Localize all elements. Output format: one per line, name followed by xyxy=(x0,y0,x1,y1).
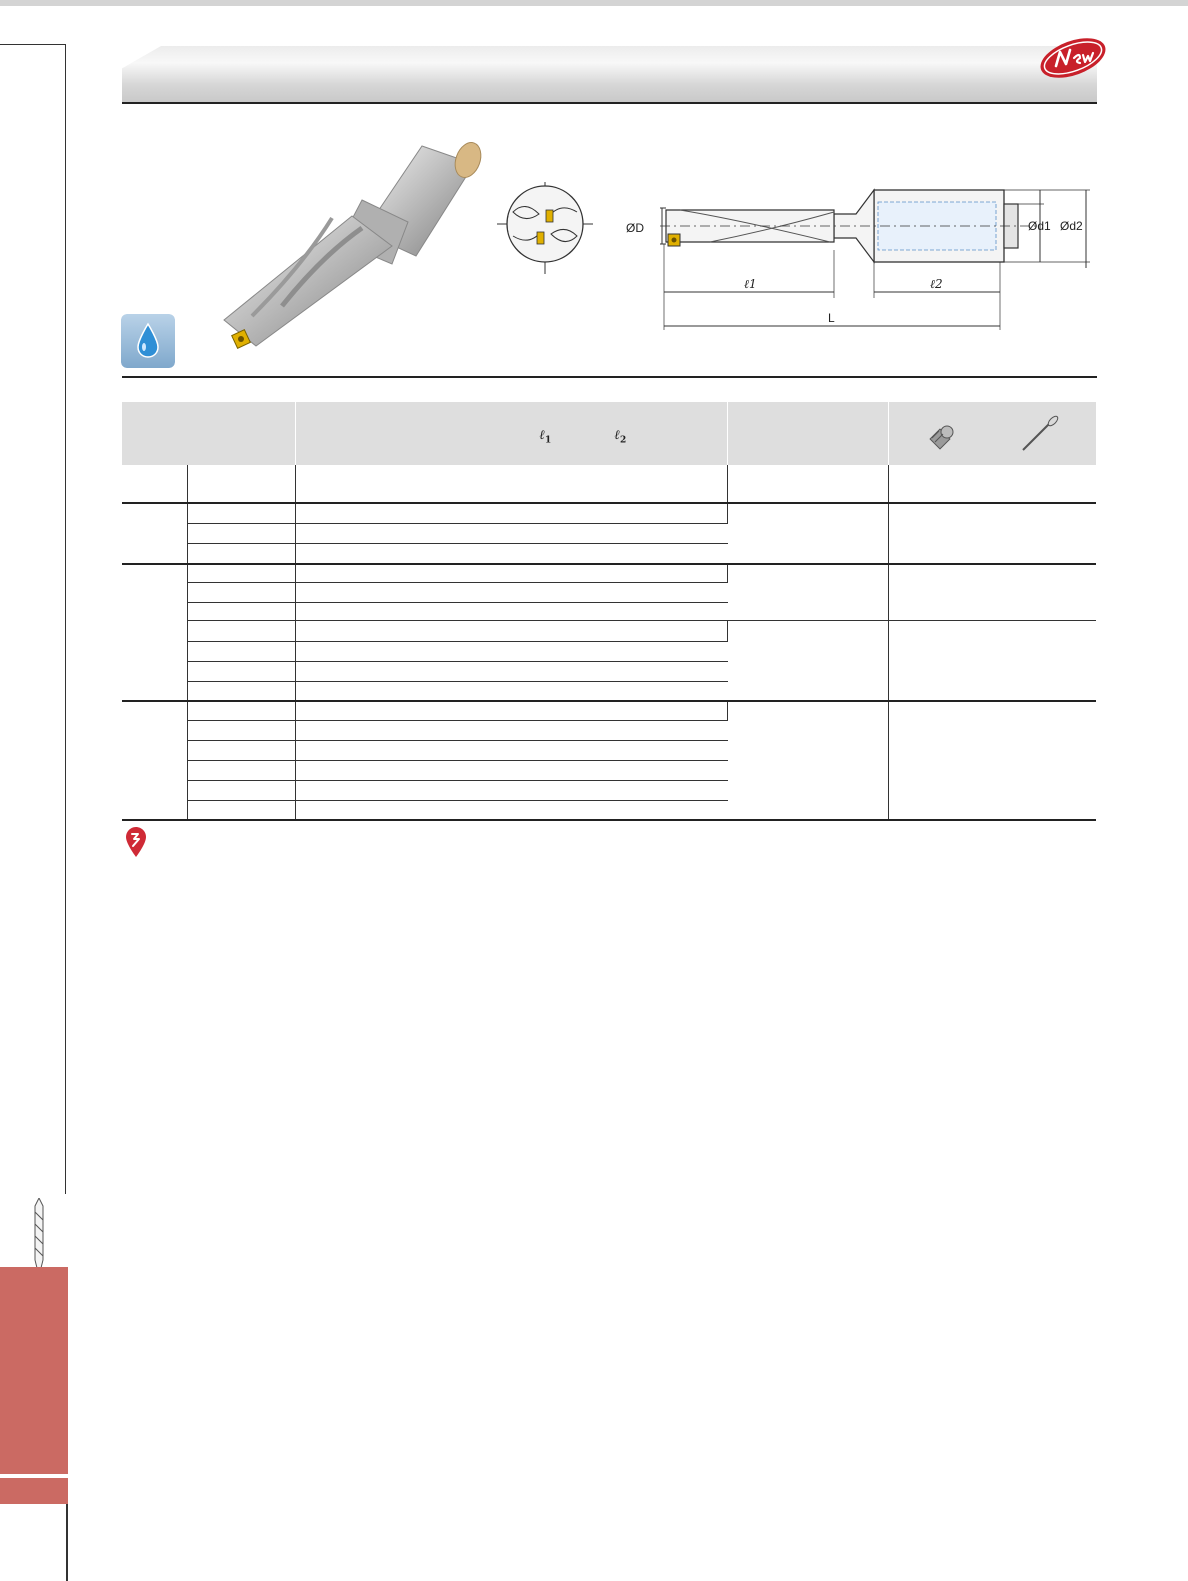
side-tab-strip xyxy=(0,1478,68,1504)
side-divider xyxy=(66,1504,68,1581)
header-l1: ℓ$_1$ xyxy=(539,427,552,446)
col-header-insert xyxy=(728,402,889,465)
drill-dimension-drawing xyxy=(620,180,1100,340)
title-band xyxy=(122,46,1097,102)
new-badge-icon xyxy=(1036,36,1110,80)
spec-table xyxy=(122,402,1096,821)
label-len-l2: ℓ2 xyxy=(930,277,943,291)
side-tab-frame xyxy=(0,44,66,1194)
coolant-drop-icon xyxy=(121,314,175,368)
top-bar xyxy=(0,0,1188,6)
table-row xyxy=(122,503,1096,523)
screw-icon xyxy=(930,426,953,449)
label-dia-D: ØD xyxy=(626,221,644,235)
drill-icon xyxy=(32,1198,46,1268)
header-l2: ℓ$_2$ xyxy=(614,427,627,446)
screwdriver-icon xyxy=(1023,415,1059,450)
table-header-row xyxy=(122,402,1096,465)
table-row xyxy=(122,701,1096,720)
title-rule xyxy=(122,102,1097,104)
col-header-model xyxy=(122,402,296,465)
col-header-dimensions xyxy=(296,402,728,465)
table-row xyxy=(122,465,1096,503)
table-row xyxy=(122,564,1096,582)
label-len-l1: ℓ1 xyxy=(744,277,757,291)
side-tab-active[interactable] xyxy=(0,1267,68,1474)
section-rule xyxy=(122,376,1097,378)
label-dia-d2: Ød2 xyxy=(1060,219,1083,233)
table-row xyxy=(122,620,1096,641)
note-pin-icon xyxy=(124,826,148,858)
label-len-L: L xyxy=(828,311,835,325)
drill-end-view xyxy=(495,180,595,276)
drill-product-photo xyxy=(212,136,494,358)
col-header-parts xyxy=(888,402,1096,465)
label-dia-d1: Ød1 xyxy=(1028,219,1051,233)
